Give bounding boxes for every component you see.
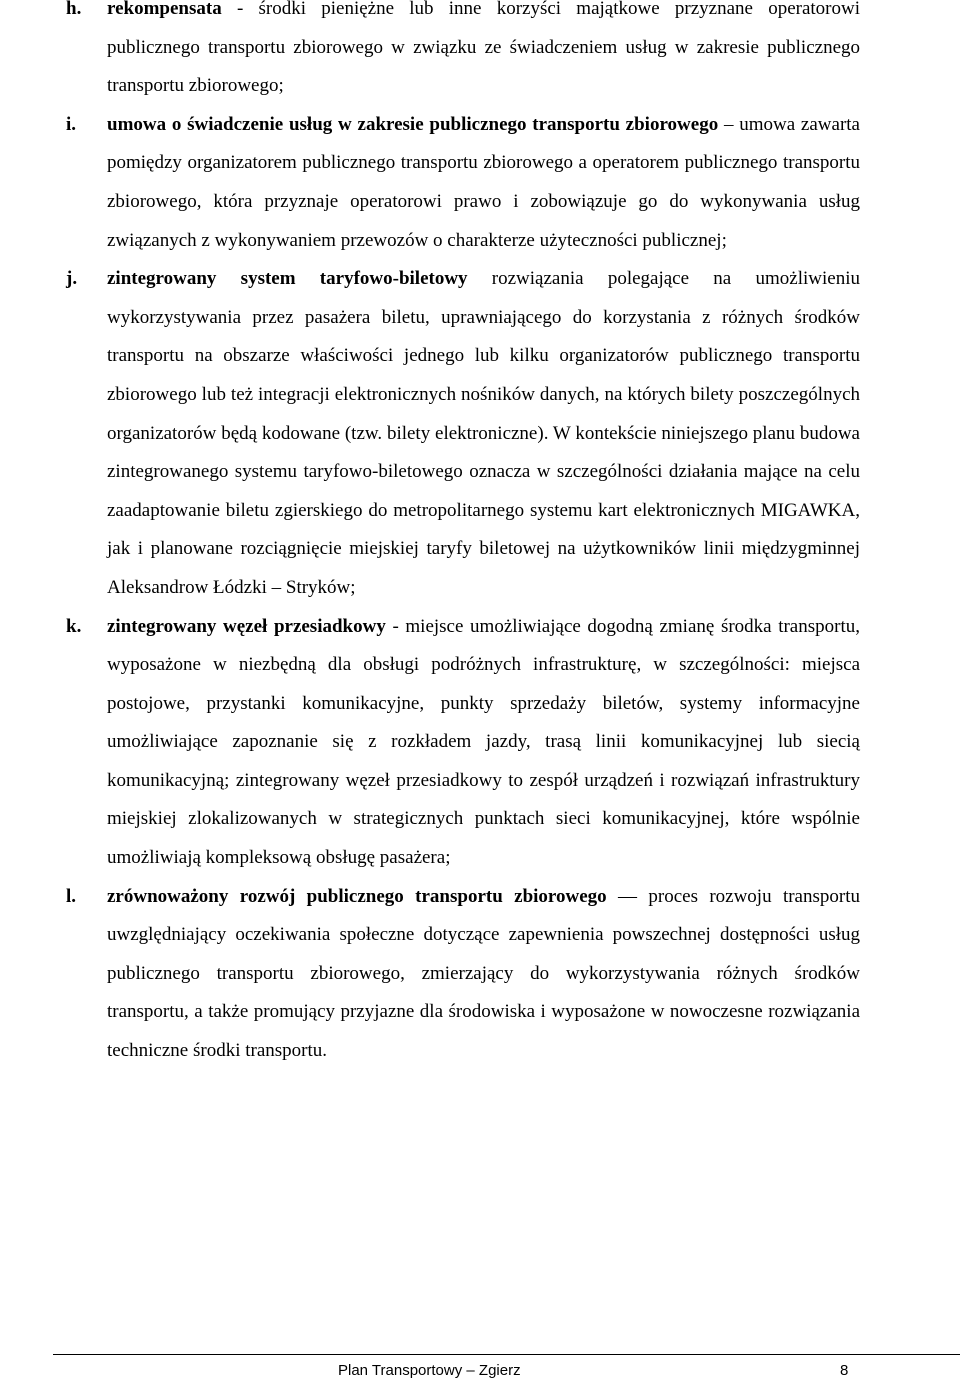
definition-item-j [0, 260, 960, 607]
definition-term: zrównoważony rozwój publicznego transportu zbiorowego [107, 885, 607, 907]
definition-term: rekompensata [107, 0, 222, 19]
definition-item-h [0, 0, 960, 106]
definition-body: - miejsce umożliwiające dogodną zmianę środka transportu, wyposażone w niezbędną dla obsługi podróżnych infrastrukturę, w szczególności: miejsca postojowe, przystanki komunikacyjne, punkty sprzedaży biletów, systemy informacyjne umożliwiające zapoznanie się z rozkładem jazdy, trasą linii komunikacyjnej lub siecią komunikacyjną; zintegrowany węzeł przesiadkowy to zespół urządzeń i rozwiązań infrastruktury miejskiej zlokalizowanych w strategicznych punktach sieci komunikacyjnej, które wspólnie umożliwiają kompleksową obsługę pasażera; [107, 615, 860, 869]
item-letter: k. [66, 615, 82, 637]
page-number: 8 [840, 1362, 849, 1379]
definition-body: – umowa zawarta pomiędzy organizatorem publicznego transportu zbiorowego a operatorem publicznego transportu zbiorowego, która przyznaje operatorowi prawo i zobowiązuje go do wykonywania usług związanych z wykonywaniem przewozów o charakterze użyteczności publicznej; [107, 113, 860, 251]
definition-item-k [0, 608, 960, 878]
definition-body: — proces rozwoju transportu uwzględniający oczekiwania społeczne dotyczące zapewnienia powszechnej dostępności usług publicznego transportu zbiorowego, zmierzający do wykorzystywania różnych środków transportu, a także promujący przyjazne dla środowiska i wyposażone w nowoczesne rozwiązania techniczne środki transportu. [107, 885, 860, 1062]
definition-item-l [0, 878, 960, 1071]
item-letter: j. [66, 268, 78, 290]
definition-term: zintegrowany system taryfowo-biletowy [107, 268, 468, 290]
item-letter: l. [66, 885, 77, 907]
item-letter: h. [66, 0, 82, 19]
item-letter: i. [66, 113, 77, 135]
footer-divider [53, 1354, 960, 1355]
definition-term: zintegrowany węzeł przesiadkowy [107, 615, 386, 637]
definition-item-i [0, 106, 960, 260]
definition-body: rozwiązania polegające na umożliwieniu wykorzystywania przez pasażera biletu, uprawniającego do korzystania z różnych środków transportu na obszarze właściwości jednego lub kilku organizatorów publicznego transportu zbiorowego lub też integracji elektronicznych nośników danych, na których bilety poszczególnych organizatorów będą kodowane (tzw. bilety elektroniczne). W kontekście niniejszego planu budowa zintegrowanego systemu taryfowo-biletowego oznacza w szczególności działania mające na celu zaadaptowanie biletu zgierskiego do metropolitarnego systemu kart elektronicznych MIGAWKA, jak i planowane rozciągnięcie miejskiej taryfy biletowej na użytkowników linii międzygminnej Aleksandrow Łódzki – Stryków; [107, 268, 860, 598]
definition-body: - środki pieniężne lub inne korzyści majątkowe przyznane operatorowi publicznego transportu zbiorowego w związku ze świadczeniem usług w zakresie publicznego transportu zbiorowego; [107, 0, 860, 97]
footer-title: Plan Transportowy – Zgierz [338, 1362, 521, 1379]
definition-term: umowa o świadczenie usług w zakresie publicznego transportu zbiorowego [107, 113, 719, 135]
